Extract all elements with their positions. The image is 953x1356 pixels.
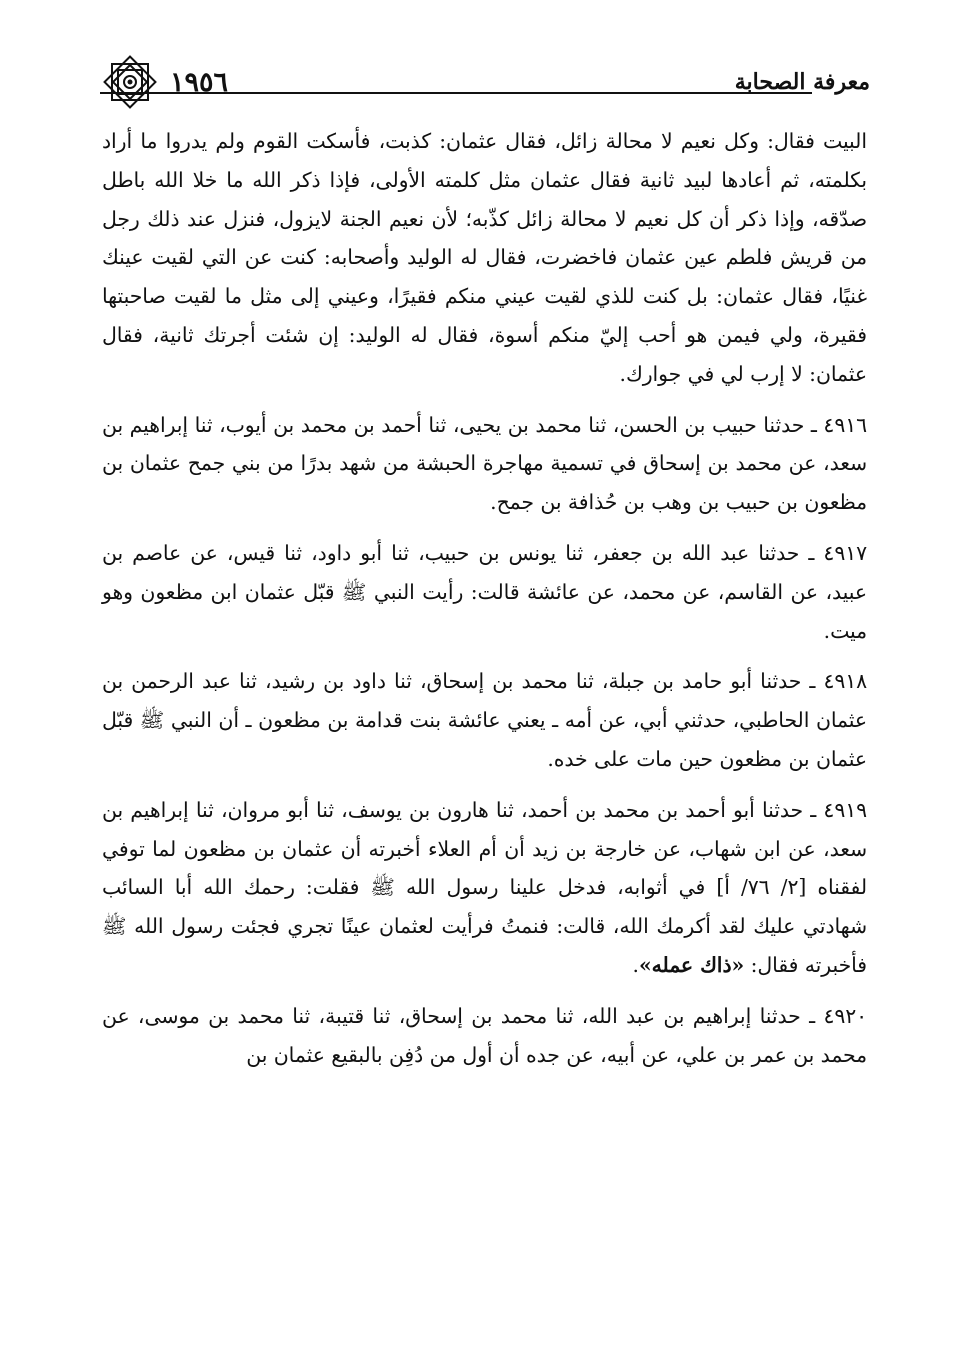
page-number: ١٩٥٦ (170, 66, 229, 98)
paragraph-text: ـ حدثنا أبو حامد بن جبلة، ثنا محمد بن إسحاق، ثنا داود بن رشيد، ثنا عبد الرحمن بن عثمان الحاطبي، حدثني أبي، عن أمه ـ يعني عائشة بنت قدامة بن مظعون ـ أن النبي ﷺ قبّل عثمان بن مظعون حين مات على خده. (102, 669, 867, 771)
hadith-number: ٤٩١٨ (823, 669, 868, 694)
hadith-number: ٤٩١٦ (823, 412, 867, 437)
paragraph-text: ـ حدثنا عبد الله بن جعفر، ثنا يونس بن حبيب، ثنا أبو داود، ثنا قيس، عن عاصم بن عبيد، عن القاسم، عن محمد، عن عائشة قالت: رأيت النبي ﷺ قبّل عثمان ابن مظعون وهو ميت. (102, 540, 867, 643)
hadith-paragraph (102, 997, 867, 1075)
hadith-number: ٤٩٢٠ (823, 1003, 868, 1028)
hadith-number: ٤٩١٧ (823, 540, 867, 565)
paragraph-end: . (632, 952, 639, 977)
paragraph-text: ـ حدثنا أبو أحمد بن محمد بن أحمد، ثنا هارون بن يوسف، ثنا أبو مروان، ثنا إبراهيم بن سعد، عن ابن شهاب، عن خارجة بن زيد أن أم العلاء أخبرته أن عثمان بن مظعون لما توفي لفقناه [٢/ ٧٦/ أ] في أثوابه، فدخل علينا رسول الله ﷺ فقلت: رحمك الله أبا السائب شهادتي عليك لقد أكرمك الله، قالت: فنمتُ فرأيت لعثمان عينًا تجري فجئت رسول الله ﷺ فأخبرته فقال: (102, 797, 867, 977)
quoted-saying: «ذاك عمله» (638, 952, 745, 977)
main-text (102, 122, 867, 1074)
page-header (100, 52, 870, 112)
paragraph-continuation (102, 122, 867, 394)
star-ornament-icon (100, 52, 160, 112)
hadith-paragraph (102, 662, 867, 778)
hadith-paragraph (102, 791, 867, 985)
paragraph-text: ـ حدثنا إبراهيم بن عبد الله، ثنا محمد بن إسحاق، ثنا قتيبة، ثنا محمد بن موسى، عن محمد بن عمر بن علي، عن أبيه، عن جده أن أول من دُفِن بالبقيع عثمان بن (102, 1003, 867, 1067)
paragraph-text: البيت فقال: وكل نعيم لا محالة زائل، فقال عثمان: كذبت، فأسكت القوم ولم يدروا ما أراد بكلمته، ثم أعادها لبيد ثانية فقال عثمان مثل كلمته الأولى، فإذا ذكر الله ما خلا الله باطل صدّقه، وإذا ذكر أن كل نعيم لا محالة زائل كذّبه؛ لأن نعيم الجنة لايزول، فنزل عند ذلك رجل من قريش فلطم عين عثمان فاخضرت، فقال له الوليد وأصحابه: كنت عن التي لقيت عينك غنيًا، فقال عثمان: بل كنت للذي لقيت عيني منكم فقيرًا، وعيني إلى مثل ما لقيت صاحبتها فقيرة، ولي فيمن هو أحب إليّ منكم أسوة، فقال له الوليد: إن شئت أجرتك ثانية، فقال عثمان: لا إرب لي في جوارك. (102, 129, 867, 386)
paragraph-text: ـ حدثنا حبيب بن الحسن، ثنا محمد بن يحيى، ثنا أحمد بن محمد بن أيوب، ثنا إبراهيم بن سعد، عن محمد بن إسحاق في تسمية مهاجرة الحبشة من شهد بدرًا من بني جمح عثمان بن مظعون بن حبيب بن وهب بن حُذافة بن جمح. (102, 412, 867, 515)
header-divider (100, 92, 812, 94)
running-title: معرفة الصحابة (734, 69, 870, 95)
hadith-paragraph (102, 406, 867, 522)
hadith-number: ٤٩١٩ (823, 797, 867, 822)
hadith-paragraph (102, 534, 867, 650)
